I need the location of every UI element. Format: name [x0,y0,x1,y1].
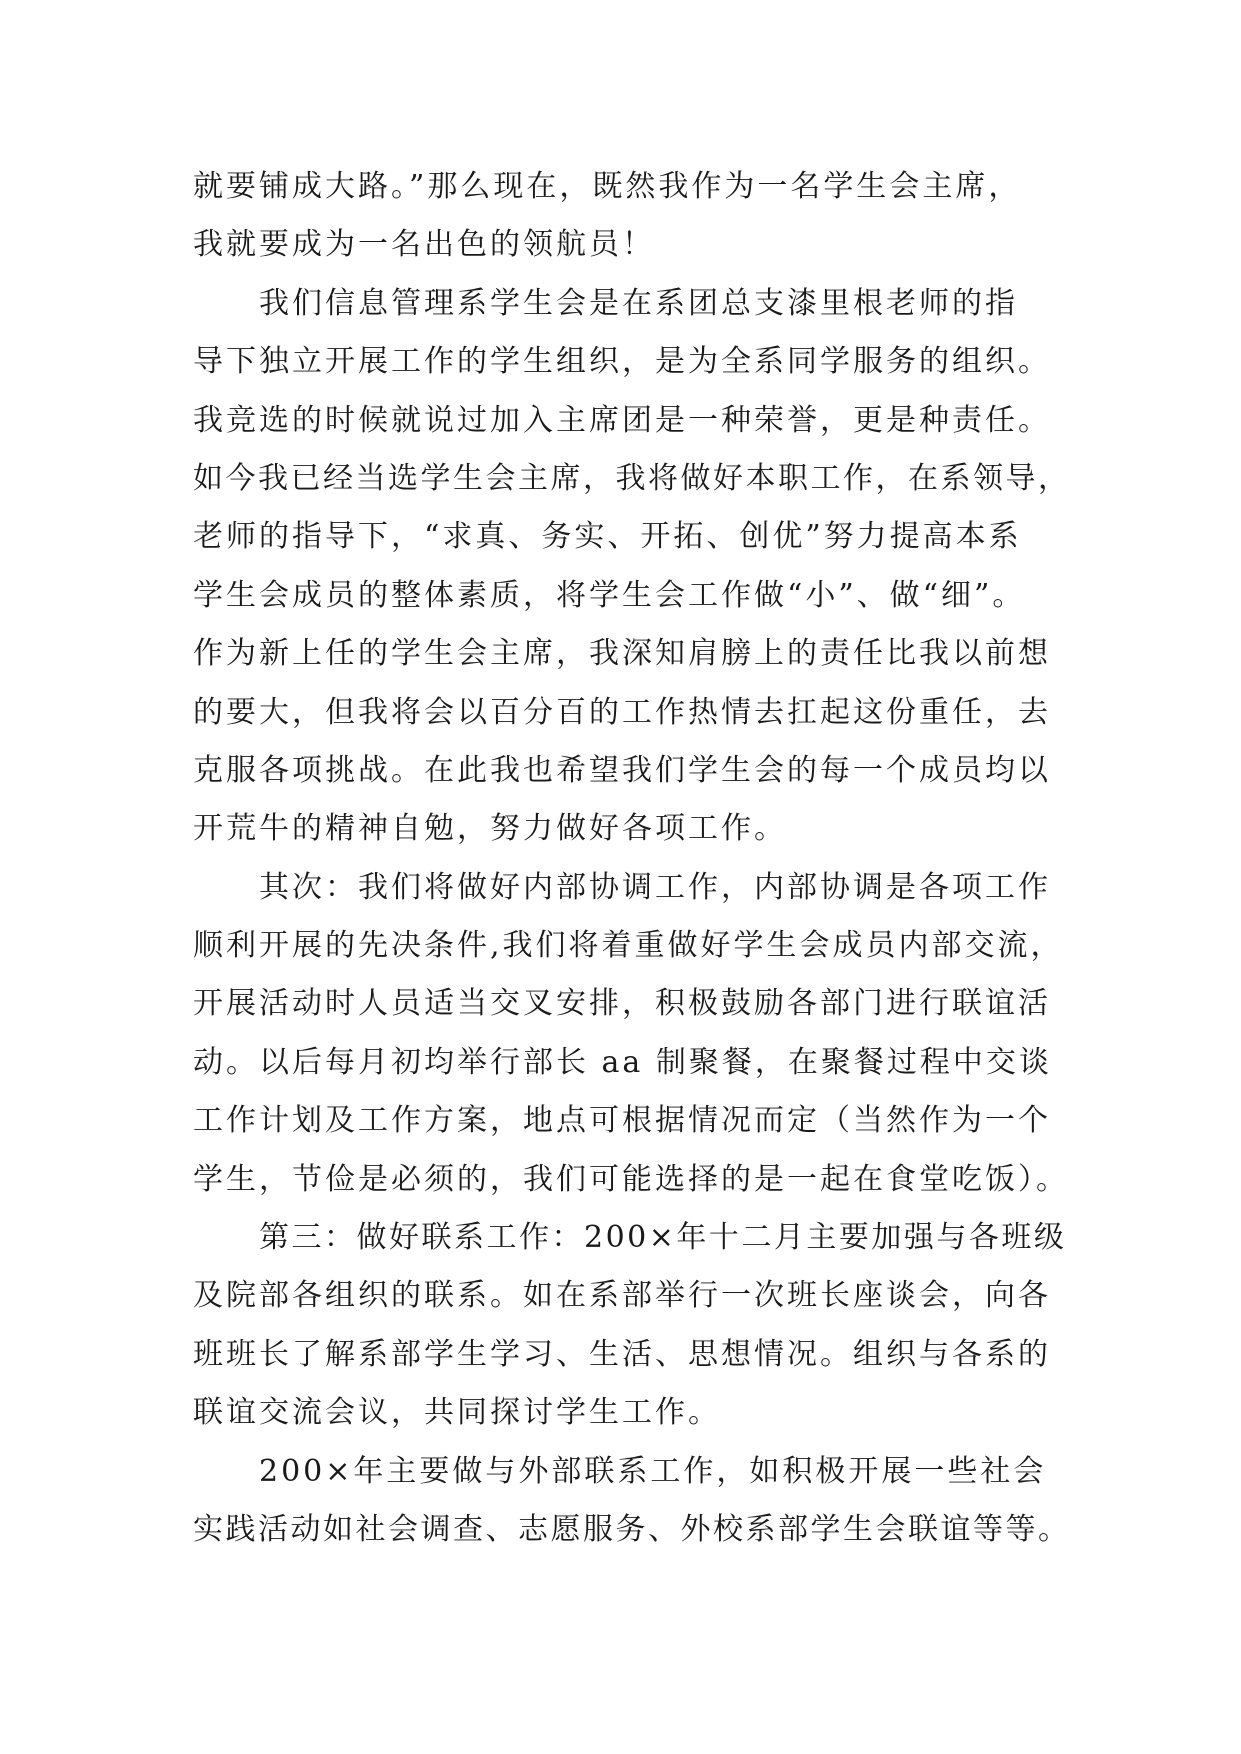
text-line-23: 200×年主要做与外部联系工作，如积极开展一些社会 [259,1453,1047,1489]
text-line-18: 学生，节俭是必须的，我们可能选择的是一起在食堂吃饭）。 [193,1161,1069,1197]
text-line-15: 开展活动时人员适当交叉安排，积极鼓励各部门进行联谊活 [193,986,1051,1022]
text-line-12: 开荒牛的精神自勉，努力做好各项工作。 [193,811,787,847]
text-line-17: 工作计划及工作方案，地点可根据情况而定（当然作为一个 [193,1103,1051,1139]
text-line-8: 学生会成员的整体素质，将学生会工作做“小”、做“细”。 [193,577,1026,613]
text-line-16: 动。以后每月初均举行部长 aa 制聚餐，在聚餐过程中交谈 [193,1044,1052,1080]
text-line-7: 老师的指导下，“求真、务实、开拓、创优”努力提高本系 [193,519,1022,555]
text-line-21: 班班长了解系部学生学习、生活、思想情况。组织与各系的 [193,1336,1051,1372]
text-line-14: 顺利开展的先决条件,我们将着重做好学生会成员内部交流， [193,928,1064,964]
text-line-20: 及院部各组织的联系。如在系部举行一次班长座谈会，向各 [193,1278,1051,1314]
text-line-22: 联谊交流会议，共同探讨学生工作。 [193,1395,721,1431]
text-line-1: 就要铺成大路。”那么现在，既然我作为一名学生会主席， [193,169,1022,204]
text-line-6: 如今我已经当选学生会主席，我将做好本职工作，在系领导， [193,460,1071,496]
text-line-11: 克服各项挑战。在此我也希望我们学生会的每一个成员均以 [193,752,1051,788]
text-line-24: 实践活动如社会调查、志愿服务、外校系部学生会联谊等等。 [193,1511,1071,1547]
text-line-3: 我们信息管理系学生会是在系团总支漆里根老师的指 [259,285,1018,321]
text-line-2: 我就要成为一名出色的领航员！ [193,227,655,263]
text-line-10: 的要大，但我将会以百分百的工作热情去扛起这份重任，去 [193,694,1051,730]
text-line-4: 导下独立开展工作的学生组织，是为全系同学服务的组织。 [193,344,1051,380]
document-body [193,158,1071,1559]
text-line-19: 第三：做好联系工作：200×年十二月主要加强与各班级 [259,1220,1067,1256]
text-line-13: 其次：我们将做好内部协调工作，内部协调是各项工作 [259,869,1051,905]
text-line-9: 作为新上任的学生会主席，我深知肩膀上的责任比我以前想 [193,636,1051,672]
text-line-5: 我竞选的时候就说过加入主席团是一种荣誉，更是种责任。 [193,402,1051,438]
